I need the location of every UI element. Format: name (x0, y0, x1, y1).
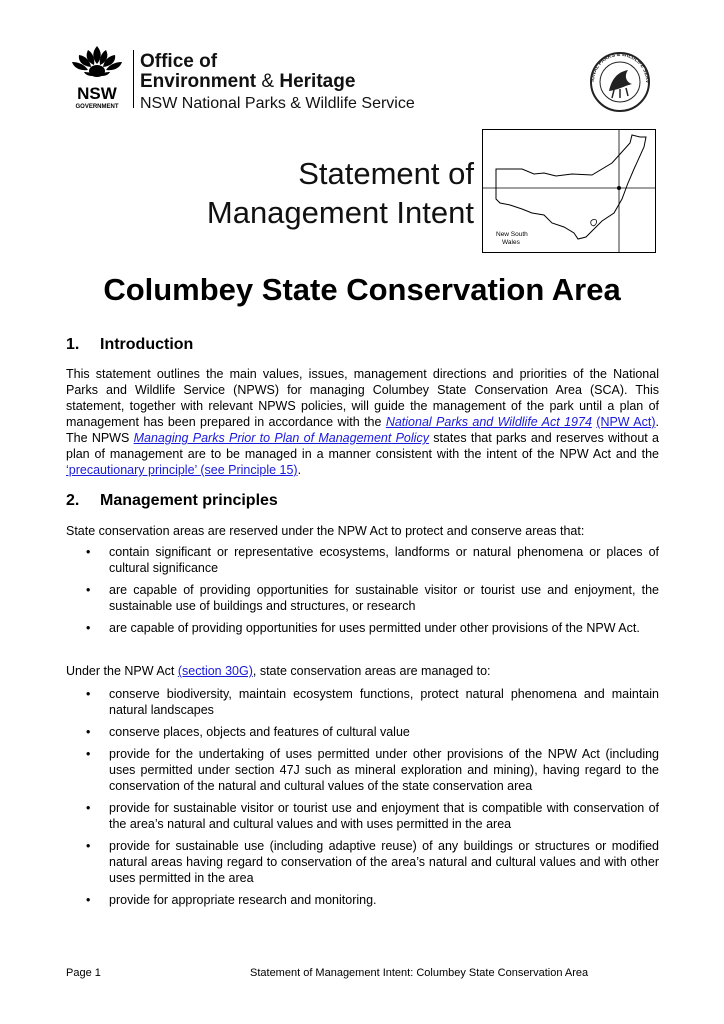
nsw-government-logo (66, 44, 128, 110)
npw-act-link[interactable]: National Parks and Wildlife Act 1974 (385, 415, 592, 429)
list-item: • are capable of providing opportunities for sustainable visitor or tourist use and enjoyment, the sustainable use of buildings and structures, or research (66, 582, 659, 614)
map-label-line2: Wales (502, 239, 520, 246)
list-item: • provide for the undertaking of uses permitted under other provisions of the NPW Act (including uses permitted under section 47J such as mineral exploration and mining), having regard to the conservation of the natural and cultural values of the state conservation area (66, 746, 659, 794)
section-30g-link[interactable]: (section 30G) (177, 664, 253, 678)
list-item: • provide for sustainable visitor or tourist use and enjoyment that is compatible with conservation of the area’s natural and cultural values and with uses permitted in the area (66, 800, 659, 832)
org-name-heritage: Heritage (279, 71, 356, 92)
objectives-intro-text-2: , state conservation areas are managed to: (252, 664, 491, 678)
svg-text:NATIONAL PARKS & WILDLIFE SERV: IONAL PARKS & WILDLIFE SERV (589, 51, 651, 84)
document-title: Columbey State Conservation Area (103, 272, 621, 307)
org-name-line1: Office of (140, 51, 218, 72)
precautionary-principle-link[interactable]: ‘precautionary principle’ (see Principle 15) (66, 463, 298, 477)
list-item: • are capable of providing opportunities for uses permitted under other provisions of the NPW Act. (66, 620, 659, 636)
management-objectives-list (66, 686, 659, 914)
intro-text-1: This statement outlines the main values, issues, management directions and priorities of the National Parks and Wildlife Service (NPWS) for managing Columbey State Conservation Area (SCA). This statement, together with relevant NPWS policies, will guide the management of the park until a plan of management has been prepared in accordance with the (66, 367, 659, 429)
section-heading-text: Management principles (100, 492, 278, 509)
org-subtitle: NSW National Parks & Wildlife Service (140, 95, 415, 112)
statement-title-line2: Management Intent (206, 195, 474, 230)
npws-emblem-logo (584, 46, 656, 112)
list-item: • provide for appropriate research and monitoring. (66, 892, 659, 908)
principles-intro-paragraph: State conservation areas are reserved under the NPW Act to protect and conserve areas that: (66, 524, 585, 538)
intro-text-2: . The NPWS (66, 415, 659, 445)
reservation-criteria-list (66, 544, 659, 642)
section-number: 1. (66, 336, 80, 353)
section-number: 2. (66, 492, 80, 509)
nsw-logo-text: NSW (77, 84, 117, 103)
statement-title-line1: Statement of (298, 156, 474, 191)
org-name-environment: Environment (140, 71, 257, 92)
statement-title (207, 154, 474, 232)
npw-act-abbr-link[interactable]: (NPW Act) (596, 415, 656, 429)
introduction-paragraph (66, 366, 659, 478)
objectives-intro-text-1: Under the NPW Act (66, 664, 178, 678)
map-label-line1: New South (496, 231, 528, 238)
list-item: • provide for sustainable use (including adaptive reuse) of any buildings or structures or modified natural areas having regard to conservation of the area’s natural and cultural values and with other uses permitted in the area (66, 838, 659, 886)
footer-page-number: Page 1 (66, 967, 101, 979)
nsw-logo-subtext: GOVERNMENT (75, 104, 119, 110)
section-heading-introduction (66, 336, 193, 354)
managing-parks-policy-link[interactable]: Managing Parks Prior to Plan of Management Policy (133, 431, 429, 445)
org-name-line2 (140, 71, 355, 92)
intro-text-3: states that parks and reserves without a plan of management are to be managed in a manner consistent with the intent of the NPW Act and the (66, 431, 659, 461)
list-item: • conserve places, objects and features of cultural value (66, 724, 659, 740)
section-heading-text: Introduction (100, 336, 194, 353)
nsw-location-map (482, 129, 656, 253)
list-item: • conserve biodiversity, maintain ecosystem functions, protect natural phenomena and maintain natural landscapes (66, 686, 659, 718)
section-heading-management-principles (66, 492, 278, 510)
list-item: • contain significant or representative ecosystems, landforms or natural phenomena or places of cultural significance (66, 544, 659, 576)
logo-divider (133, 50, 134, 108)
org-name-ampersand: & (256, 71, 280, 92)
intro-text-4: . (297, 463, 302, 477)
management-objectives-intro (66, 663, 659, 679)
footer-document-title: Statement of Management Intent: Columbey State Conservation Area (250, 967, 589, 979)
